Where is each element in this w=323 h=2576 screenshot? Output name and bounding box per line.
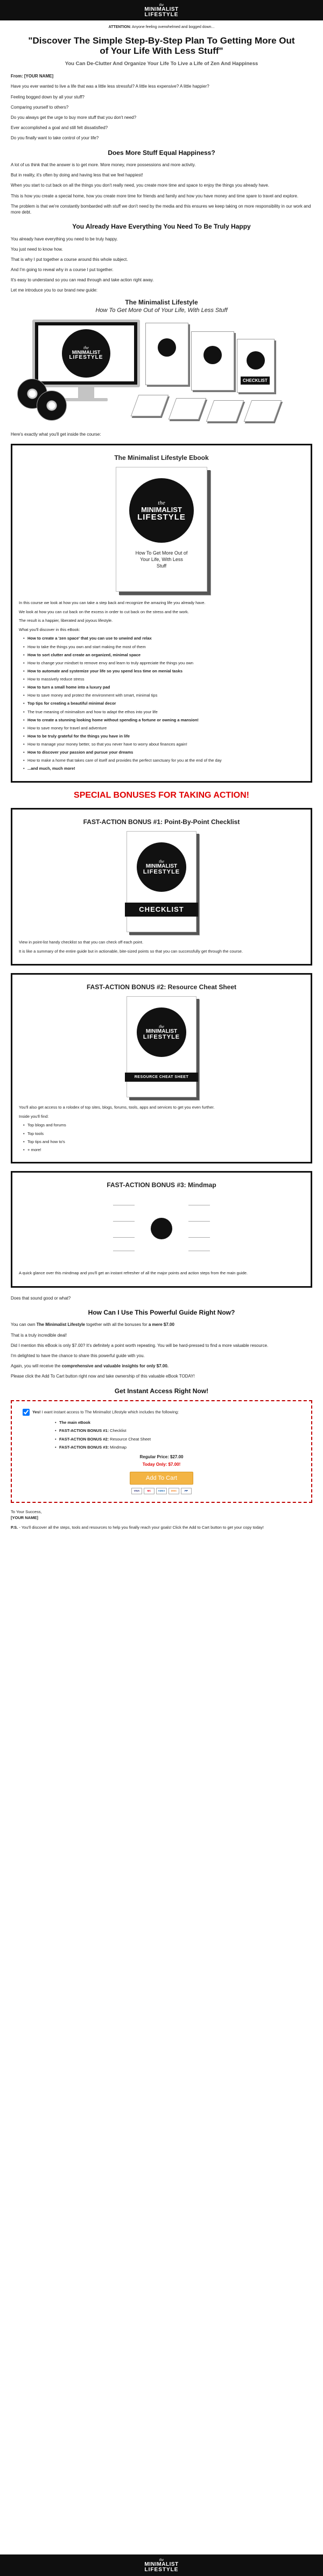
cheatsheet-banner: RESOURCE CHEAT SHEET (125, 1073, 198, 1082)
list-item: • How to be truly grateful for the things you have in life (23, 734, 304, 739)
cd-disc-icon (37, 391, 67, 421)
checklist-box-graphic (237, 339, 275, 393)
bonus2-list (23, 1123, 304, 1153)
ebook-box-graphic (191, 331, 234, 391)
bonus1-box: FAST-ACTION BONUS #1: Point-By-Point Checklist the MINIMALIST LIFESTYLE CHECKLIST View in point-list handy checklist so that you can check off each point. It is like a summary of the entire guide but in actionable, bite-sized points so that you can successfully get through the course. (11, 808, 312, 966)
ebook-box: The Minimalist Lifestyle Ebook the MINIMALIST LIFESTYLE How To Get More Out of Your Life, With Less Stuff In this course we look at how you can take a step back and recognize the amazing life you already have. We look at how you can cut back on the excess in order to cut back on the stress and the work. The result is a happier, liberated and joyous lifestyle. What you'll discover in this eBook: • How to create a 'zen space' that you can use to unwind and relax • How to take the things you own and start making the most of them • How to sort clutter and create an organized, minimal space • How to change your mindset to remove envy and learn to truly appreciate the things you own • How to automate and systemize your life so you spend less time on menial tasks • How to massively reduce stress • How to turn a small home into a luxury pad • How to save money and protect the environment with smart, minimal tips • Top tips for creating a beautiful minimal decor • The true meaning of minimalism and how to adapt the ethos into your life • How to create a stunning looking home without spending a fortune or owning a mansion! • How to save money for travel and adventure • How to be truly grateful for the things you have in life • How to manage your money better, so that you never have to worry about finances again! • How to discover your passion and pursue your dreams • How to make a home that takes care of itself and provides the perfect sanctuary for you at the end of the day • ...and much, much more! (11, 444, 312, 783)
list-item: • The true meaning of minimalism and how to adapt the ethos into your life (23, 709, 304, 715)
mindmap-image (97, 1194, 226, 1264)
special-bonuses-heading: SPECIAL BONUSES FOR TAKING ACTION! (74, 790, 249, 800)
footer-bar (0, 2554, 323, 2576)
section-title-happiness: Does More Stuff Equal Happiness? (108, 148, 215, 157)
list-item: • + more! (23, 1147, 304, 1153)
page-headline: "Discover The Simple Step-By-Step Plan To Getting More Out of Your Life With Less Stuff" (28, 35, 295, 56)
bonus2-box: FAST-ACTION BONUS #2: Resource Cheat Sheet the MINIMALIST LIFESTYLE RESOURCE CHEAT SHEET You'll also get access to a rolodex of top sites, blogs, forums, tools, apps and services to get you even further. Inside you'll find: • Top blogs and forums • Top tools • Top tips and how to's • + more! (11, 973, 312, 1163)
order-confirm-row: Yes! I want instant access to The Minimalist Lifestyle which includes the following: (23, 1409, 300, 1416)
list-item: • How to turn a small home into a luxury pad (23, 685, 304, 690)
list-item: • How to create a stunning looking home without spending a fortune or owning a mansion! (23, 718, 304, 723)
cheatsheet-cover-image (127, 996, 196, 1097)
checklist-cover-image (127, 831, 196, 932)
booklet-graphic (168, 398, 207, 420)
ebook-title: The Minimalist Lifestyle Ebook (114, 454, 209, 462)
bonus2-title: FAST-ACTION BONUS #2: Resource Cheat Sheet (86, 983, 237, 991)
bonus3-box: FAST-ACTION BONUS #3: Mindmap A quick glance over this mindmap and you'll get an instant refresher of all the major points and action steps from the main guide. (11, 1171, 312, 1288)
list-item: • How to discover your passion and pursue your dreams (23, 750, 304, 755)
order-confirm-checkbox[interactable] (23, 1409, 30, 1416)
bonus3-title: FAST-ACTION BONUS #3: Mindmap (107, 1181, 216, 1189)
doubt-line: Does that sound good or what? (11, 1295, 71, 1301)
inside-line: Here's exactly what you'll get inside the course: (11, 431, 101, 437)
list-item: • How to take the things you own and start making the most of them (23, 644, 304, 650)
mindmap-center-icon (151, 1218, 172, 1239)
payment-methods (23, 1488, 300, 1494)
regular-price: Regular Price: $27.00 (139, 1454, 184, 1459)
order-includes-list (55, 1420, 300, 1451)
list-item: • Top tools (23, 1131, 304, 1137)
price-section-title: How Can I Use This Powerful Guide Right Now? (88, 1309, 235, 1317)
list-item: • How to manage your money better, so that you never have to worry about finances again! (23, 742, 304, 747)
intro-copy: From: [YOUR NAME] Have you ever wanted to live a life that was a little less stressful? A little less expensive? A little happier? Feeling bogged down by all your stuff? Comparing yourself to others? Do you always get the urge to buy more stuff that you don't need? Ever accomplished a goal and still felt dissatisfied? Do you finally want to take control of your life? (11, 73, 312, 141)
discover-icon: DISC (168, 1488, 179, 1494)
list-item: • How to sort clutter and create an organized, minimal space (23, 652, 304, 658)
from-line: From: [YOUR NAME] (11, 74, 54, 79)
list-item: • The main eBook (55, 1420, 300, 1426)
list-item: • How to make a home that takes care of itself and provides the perfect sanctuary for you at the end of the day (23, 758, 304, 763)
price-copy: You can own The Minimalist Lifestyle together with all the bonuses for a mere $7.00 That is a truly incredible deal! Did I mention this eBook is only $7.00? It's definitely a point worth repeating. You will be hard-pressed to find a more valuable resource. I'm delighted to have the chance to share this powerful guide with you. Again, you will receive the comprehensive and valuable insights for only $7.00. Please click the Add To Cart button right now and take ownership of this valuable eBook TODAY! (11, 1322, 269, 1379)
order-box (11, 1400, 312, 1503)
ebook-cover-image: the MINIMALIST LIFESTYLE How To Get More Out of Your Life, With Less Stuff (116, 467, 207, 592)
logo-circle-icon: the MINIMALIST LIFESTYLE (129, 478, 194, 543)
bonus1-title: FAST-ACTION BONUS #1: Point-By-Point Checklist (83, 818, 240, 826)
checklist-banner: CHECKLIST (125, 903, 198, 917)
happiness-copy: A lot of us think that the answer is to get more. More money, more possessions and more activity. But in reality, it's often by doing and having less that we feel happiest! When you start to cut back on all the things you don't really need, you create more time and space to enjoy the things you already have. This is how you create a special home, how you create more time for friends and family and how you have money and time spare to travel and explore. The problem is that we're constantly bombarded with stuff we don't need by the media and this ensures we keep taking on more responsibility in our work and more debt. (11, 162, 311, 215)
checklist-label: CHECKLIST (241, 377, 270, 385)
header-bar (0, 0, 323, 20)
mastercard-icon: MC (144, 1488, 155, 1494)
list-item: • How to automate and systemize your life so you spend less time on menial tasks (23, 669, 304, 674)
product-bundle-image (11, 320, 312, 426)
list-item: • FAST-ACTION BONUS #3: Mindmap (55, 1445, 300, 1451)
list-item: • Top tips and how to's (23, 1139, 304, 1145)
list-item: • How to change your mindset to remove envy and learn to truly appreciate the things you own (23, 661, 304, 666)
ebook-box-graphic (145, 323, 188, 385)
list-item: • How to create a 'zen space' that you can use to unwind and relax (23, 636, 304, 641)
add-to-cart-button[interactable]: Add To Cart (130, 1472, 193, 1485)
everything-copy: You already have everything you need to be truly happy. You just need to know how. That is why I put together a course around this whole subject. And I'm going to reveal why in a course I put together. It's easy to understand so you can read through and take action right away. Let me introduce you to our brand new guide: (11, 236, 154, 293)
list-item: • How to save money and protect the environment with smart, minimal tips (23, 693, 304, 698)
list-item: • Top tips for creating a beautiful minimal decor (23, 701, 304, 706)
booklet-graphic (131, 395, 169, 416)
list-item: • FAST-ACTION BONUS #2: Resource Cheat Sheet (55, 1437, 300, 1443)
postscript: P.S. - You'll discover all the steps, tools and resources to help you finally reach your goals! Click the Add to Cart button to get your copy today! (11, 1525, 264, 1530)
ebook-feature-list (23, 636, 304, 771)
product-subtitle: How To Get More Out of Your Life, With Less Stuff (95, 307, 228, 314)
page-subhead: You Can De-Clutter And Organize Your Life To Live a Life of Zen And Happiness (65, 60, 258, 67)
list-item: • How to massively reduce stress (23, 677, 304, 682)
signature-block: To Your Success, [YOUR NAME] (11, 1509, 42, 1520)
logo-circle-icon: the MINIMALIST LIFESTYLE (137, 842, 186, 892)
list-item: • FAST-ACTION BONUS #1: Checklist (55, 1428, 300, 1434)
cta-title: Get Instant Access Right Now! (114, 1387, 209, 1395)
content-column (11, 25, 312, 1531)
section-title-everything: You Already Have Everything You Need To Be Truly Happy (72, 223, 251, 231)
logo-circle-icon: the MINIMALIST LIFESTYLE (137, 1007, 186, 1057)
today-price: Today Only: $7.00! (142, 1462, 181, 1467)
list-item: • ...and much, much more! (23, 766, 304, 771)
monitor-graphic (32, 320, 140, 387)
product-title: The Minimalist Lifestyle (125, 298, 198, 306)
attention-line: ATTENTION: Anyone feeling overwhelmed and bogged down... (108, 25, 215, 29)
paypal-icon: PP (181, 1488, 192, 1494)
visa-icon: VISA (131, 1488, 142, 1494)
booklet-graphic (206, 400, 244, 422)
brand-logo: the MINIMALIST LIFESTYLE (144, 2, 179, 18)
amex-icon: AMEX (156, 1488, 167, 1494)
booklet-graphic (244, 400, 282, 422)
list-item: • Top blogs and forums (23, 1123, 304, 1128)
footer-logo: the MINIMALIST LIFESTYLE (144, 2557, 179, 2573)
list-item: • How to save money for travel and adventure (23, 726, 304, 731)
logo-circle-icon: the MINIMALIST LIFESTYLE (62, 329, 110, 378)
